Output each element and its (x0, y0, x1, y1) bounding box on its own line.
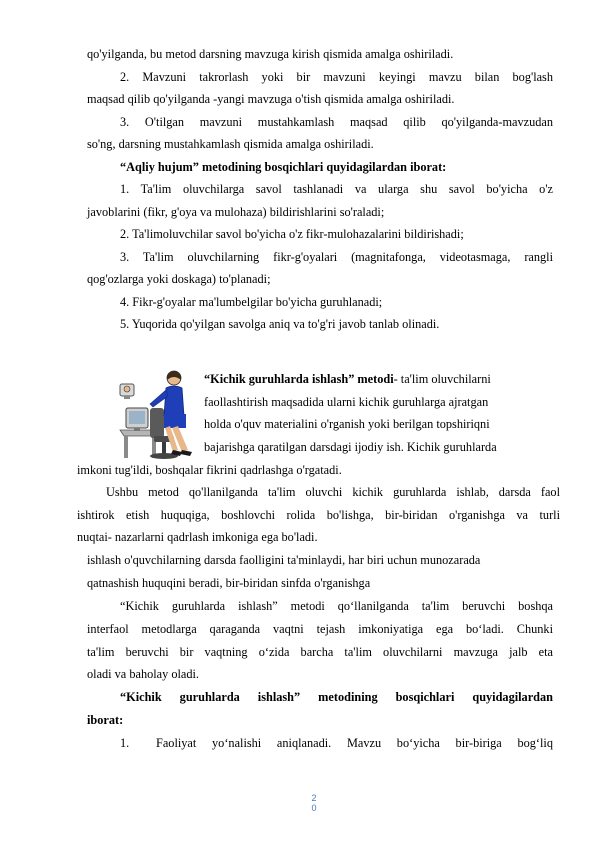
text-line: interfaol metodlarga qaraganda vaqtni tejash imkoniyatiga ega bo‘ladi. Chunki (87, 622, 553, 636)
text-line (204, 372, 491, 387)
text-line: 3. Ta'lim oluvchilarning fikr-g'oyalari (magnitafonga, videotasmaga, rangli (120, 250, 553, 264)
text-line: ishtirok etish huquqiga, boshlovchi rolida bo'lishga, bir-biridan o'rganishga va turli (77, 508, 560, 522)
text-line: ta'lim beruvchi bir vaqtning o‘zida barcha ta'lim oluvchilarni mavzuga jalb eta (87, 645, 553, 659)
text-line: Ushbu metod qo'llanilganda ta'lim oluvchi kichik guruhlarda ishlab, darsda faol (106, 485, 560, 499)
person-at-computer-illustration (116, 368, 200, 462)
method-title-rest: - ta'lim oluvchilarni (393, 372, 491, 386)
page-number-digit: 2 (311, 793, 317, 803)
text-line: “Kichik guruhlarda ishlash” metodi qo‘llanilganda ta'lim beruvchi boshqa (120, 599, 553, 613)
page-number-digit: 0 (311, 803, 317, 813)
text-line: ishlash o'quvchilarning darsda faolligini ta'minlaydi, har biri uchun munozarada (87, 553, 481, 567)
text-line: oladi va baholay oladi. (87, 667, 200, 681)
section-heading: “Kichik guruhlarda ishlash” metodining bosqichlari quyidagilardan (120, 690, 553, 704)
text-line: 2. Ta'limoluvchilar savol bo'yicha o'z fikr-mulohazalarini bildirishadi; (120, 227, 464, 241)
text-line: qog'ozlarga yoki doskaga) to'planadi; (87, 272, 271, 286)
text-line: 3. O'tilgan mavzuni mustahkamlash maqsad qilib qo'yilganda-mavzudan (120, 115, 553, 129)
text-line: javoblarini (fikr, g'oya va mulohaza) bildirishlarini so'raladi; (87, 205, 385, 219)
text-line: 5. Yuqorida qo'yilgan savolga aniq va to'g'ri javob tanlab olinadi. (120, 317, 440, 331)
text-line: so'ng, darsning mustahkamlash qismida amalga oshiriladi. (87, 137, 374, 151)
text-line: 4. Fikr-g'oyalar ma'lumbelgilar bo'yicha guruhlanadi; (120, 295, 383, 309)
text-line: faollashtirish maqsadida ularni kichik guruhlarga ajratgan (204, 395, 489, 409)
section-heading: iborat: (87, 713, 124, 727)
text-line: 2. Mavzuni takrorlash yoki bir mavzuni keyingi mavzu bilan bog'lash (120, 70, 553, 84)
text-line: imkoni tug'ildi, boshqalar fikrini qadrlashga o'rgatadi. (77, 463, 342, 477)
list-number: 1. (120, 736, 130, 750)
text-line: Faoliyat yo‘nalishi aniqlanadi. Mavzu bo‘yicha bir-biriga bog‘liq (156, 736, 553, 750)
text-line: nuqtai- nazarlarni qadrlash imkoniga ega bo'ladi. (77, 530, 318, 544)
page-number (308, 793, 320, 813)
section-heading: “Aqliy hujum” metodining bosqichlari quyidagilardan iborat: (120, 160, 447, 174)
method-title: “Kichik guruhlarda ishlash” metodi (204, 372, 394, 386)
text-line: qatnashish huquqini beradi, bir-biridan sinfda o'rganishga (87, 576, 371, 590)
text-line: holda o'quv materialini o'rganish yoki berilgan topshiriqni (204, 417, 490, 431)
text-line: bajarishga qaratilgan darsdagi ijodiy ish. Kichik guruhlarda (204, 440, 497, 454)
person-at-computer-icon (116, 368, 200, 462)
text-line: maqsad qilib qo'yilganda -yangi mavzuga o'tish qismida amalga oshiriladi. (87, 92, 455, 106)
text-line: qo'yilganda, bu metod darsning mavzuga kirish qismida amalga oshiriladi. (87, 47, 454, 61)
text-line: 1. Ta'lim oluvchilarga savol tashlanadi va ularga shu savol bo'yicha o'z (120, 182, 553, 196)
